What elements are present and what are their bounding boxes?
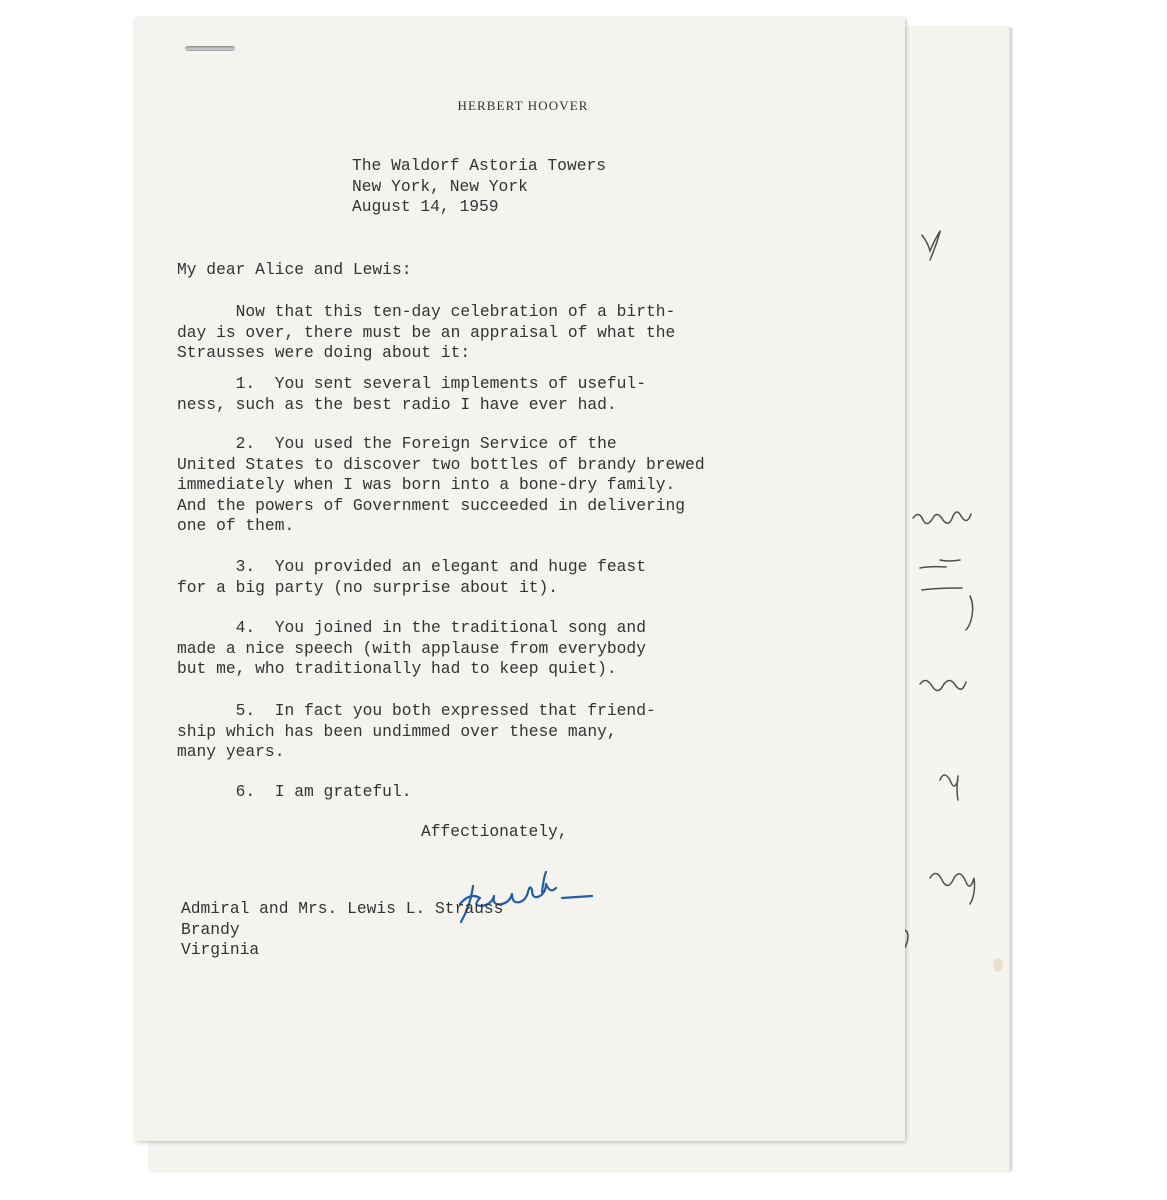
staple — [185, 46, 235, 51]
text-line: 4. You joined in the traditional song and — [177, 618, 646, 637]
paragraph-item-2 — [177, 434, 705, 537]
paragraph-item-6 — [177, 782, 412, 803]
text-line: made a nice speech (with applause from everybody — [177, 638, 646, 658]
text-line: many years. — [177, 742, 285, 762]
text-line: one of them. — [177, 516, 295, 536]
recipient-name: Admiral and Mrs. Lewis L. Strauss — [181, 899, 504, 918]
text-line: day is over, there must be an appraisal of what the — [177, 322, 676, 342]
paragraph-item-1 — [177, 374, 646, 415]
address-line: The Waldorf Astoria Towers — [352, 156, 607, 175]
text-line: And the powers of Government succeeded in delivering — [177, 495, 686, 515]
text-line: 5. In fact you both expressed that friend- — [177, 701, 656, 720]
recipient-block — [181, 899, 503, 961]
recipient-line: Virginia — [181, 940, 260, 960]
closing: Affectionately, — [421, 822, 568, 841]
text-line: for a big party (no surprise about it). — [177, 577, 559, 597]
text-line: Now that this ten-day celebration of a birth- — [177, 302, 676, 321]
text-line: but me, who traditionally had to keep quiet). — [177, 659, 617, 679]
letter-date: August 14, 1959 — [352, 197, 499, 217]
text-line: 6. I am grateful. — [177, 782, 412, 801]
address-line: New York, New York — [352, 176, 528, 196]
paragraph-item-5 — [177, 701, 656, 763]
text-line: Strausses were doing about it: — [177, 343, 471, 363]
text-line: ship which has been undimmed over these many, — [177, 721, 617, 741]
letterhead: HERBERT HOOVER — [457, 98, 589, 113]
greeting: My dear Alice and Lewis: — [177, 260, 412, 279]
text-line: 2. You used the Foreign Service of the — [177, 434, 617, 453]
sender-address — [352, 156, 606, 218]
text-line: ness, such as the best radio I have ever had. — [177, 394, 617, 414]
text-line: immediately when I was born into a bone-dry family. — [177, 475, 676, 495]
recipient-line: Brandy — [181, 919, 240, 939]
paragraph-intro — [177, 302, 675, 364]
paragraph-item-4 — [177, 618, 646, 680]
text-line: 1. You sent several implements of useful- — [177, 374, 646, 393]
text-line: United States to discover two bottles of brandy brewed — [177, 454, 705, 474]
text-line: 3. You provided an elegant and huge feast — [177, 557, 646, 576]
paragraph-item-3 — [177, 557, 646, 598]
paper-spot — [993, 958, 1003, 972]
